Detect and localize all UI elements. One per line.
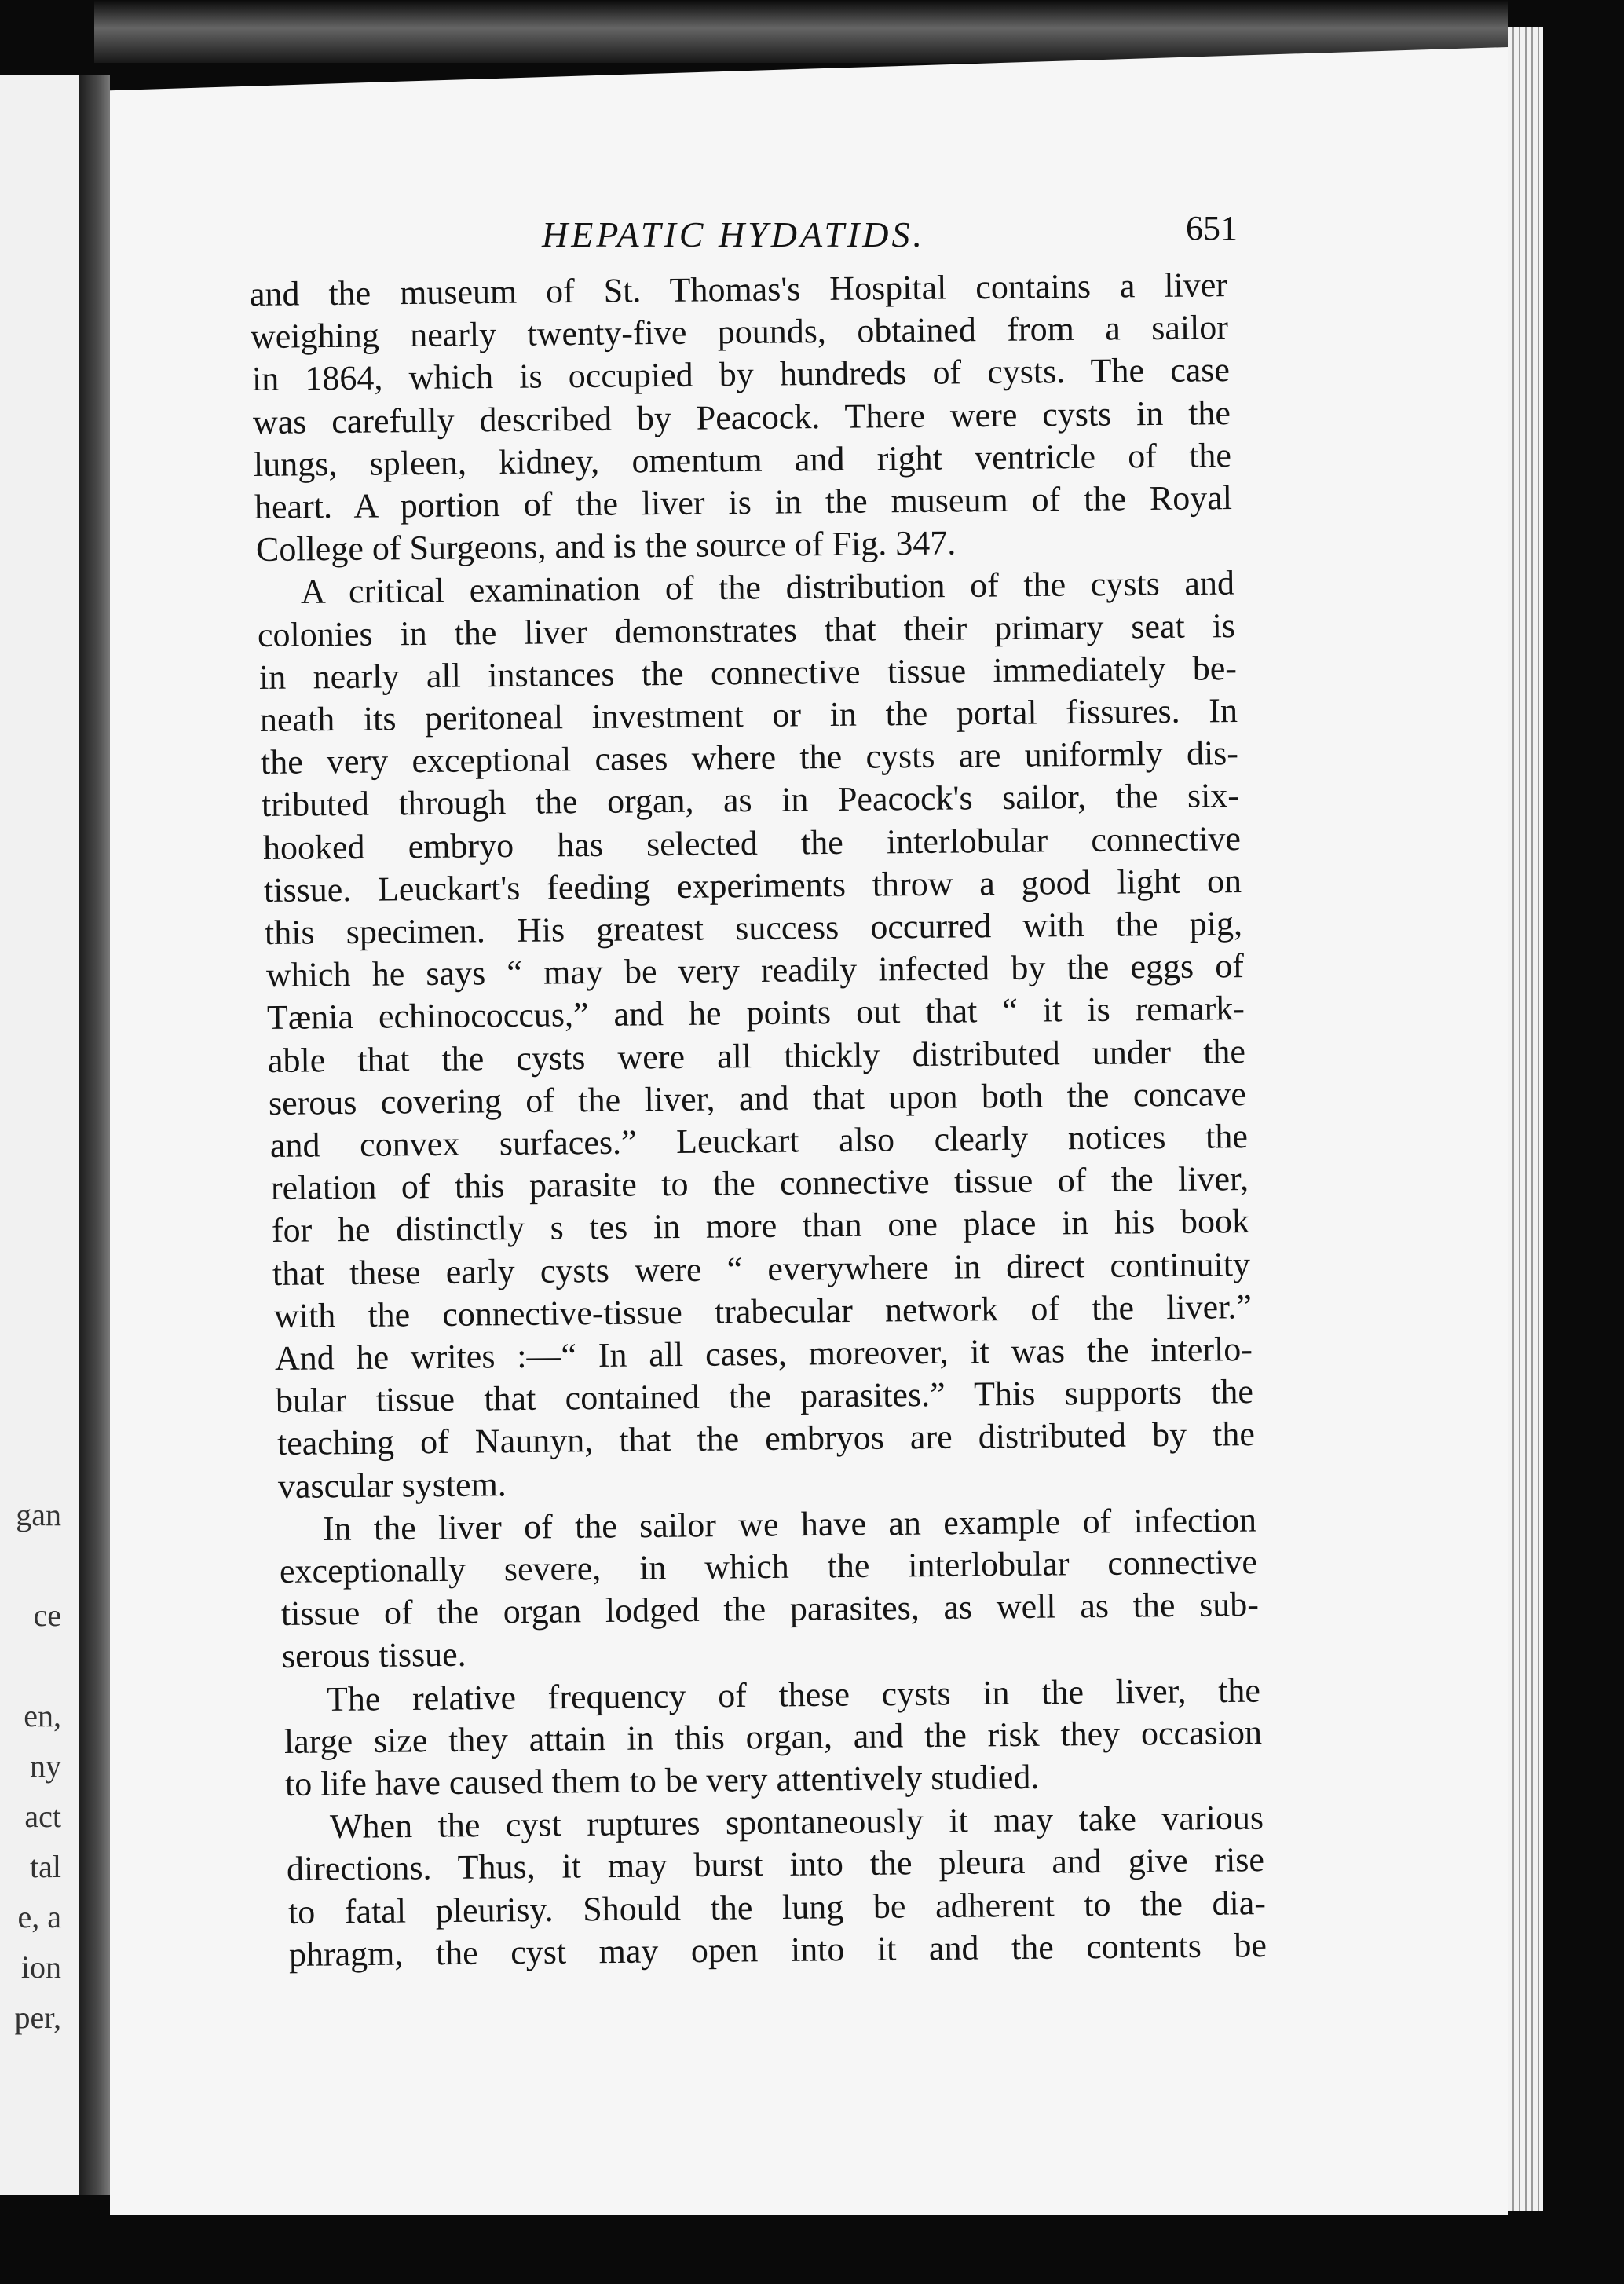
text-line: serous tissue. bbox=[281, 1635, 466, 1676]
text-line: phragm, the cyst may open into it and the contents be bbox=[288, 1925, 1267, 1974]
book-top-edge bbox=[94, 0, 1508, 63]
text-line: tissue. Leuckart's feeding experiments throw a good light on bbox=[263, 861, 1242, 910]
text-line: Tænia echinococcus,” and he points out that “ it is remark- bbox=[266, 989, 1245, 1038]
text-line: hooked embryo has selected the interlobular connective bbox=[262, 818, 1241, 867]
text-line: teaching of Naunyn, that the embryos are distributed by the bbox=[276, 1415, 1255, 1463]
text-line: When the cyst ruptures spontaneously it may take various bbox=[329, 1798, 1264, 1847]
text-line: this specimen. His greatest success occurred with the pig, bbox=[264, 904, 1243, 952]
text-line: was carefully described by Peacock. There were cysts in the bbox=[252, 393, 1231, 441]
text-line: directions. Thus, it may burst into the pleura and give rise bbox=[287, 1840, 1265, 1889]
text-line: The relative frequency of these cysts in the liver, the bbox=[327, 1671, 1261, 1718]
text-line: large size they attain in this organ, and the risk they occasion bbox=[283, 1712, 1262, 1761]
book-gutter bbox=[79, 75, 110, 2195]
page-stack-edge bbox=[1508, 27, 1543, 2211]
text-line: to fatal pleurisy. Should the lung be adherent to the dia- bbox=[287, 1883, 1266, 1931]
text-line: for he distinctly s tes in more than one place in his book bbox=[271, 1202, 1250, 1250]
margin-fragment: ion bbox=[20, 1949, 61, 1985]
margin-fragment: gan bbox=[16, 1497, 61, 1532]
margin-fragment: act bbox=[24, 1799, 61, 1834]
text-line: A critical examination of the distribution of the cysts and bbox=[300, 563, 1235, 612]
margin-fragment: e, a bbox=[17, 1899, 61, 1934]
text-line: bular tissue that contained the parasites.” This supports the bbox=[276, 1372, 1254, 1421]
text-line: to life have caused them to be very attentively studied. bbox=[284, 1757, 1040, 1803]
text-line: and the museum of St. Thomas's Hospital contains a liver bbox=[249, 265, 1228, 313]
text-line: tributed through the organ, as in Peacock's sailor, the six- bbox=[262, 776, 1240, 825]
running-head: HEPATIC HYDATIDS. bbox=[542, 214, 925, 254]
text-line: In the liver of the sailor we have an example of infection bbox=[322, 1500, 1257, 1548]
text-line: and convex surfaces.” Leuckart also clearly notices the bbox=[269, 1117, 1248, 1165]
text-line: serous covering of the liver, and that upon both the concave bbox=[269, 1074, 1247, 1122]
text-line: with the connective-tissue trabecular network of the liver.” bbox=[273, 1287, 1252, 1335]
margin-fragment: tal bbox=[30, 1849, 61, 1884]
text-line: which he says “ may be very readily infected by the eggs of bbox=[265, 946, 1244, 995]
page-number: 651 bbox=[1186, 209, 1238, 247]
text-line: exceptionally severe, in which the interlobular connective bbox=[280, 1543, 1258, 1590]
margin-fragment: en, bbox=[24, 1698, 61, 1733]
text-line: heart. A portion of the liver is in the museum of the Royal bbox=[254, 478, 1233, 526]
text-line: in 1864, which is occupied by hundreds of cysts. The case bbox=[251, 350, 1230, 399]
text-line: that these early cysts were “ everywhere in direct continuity bbox=[272, 1244, 1251, 1293]
text-line: weighing nearly twenty-five pounds, obtained from a sailor bbox=[251, 308, 1229, 357]
text-line: tissue of the organ lodged the parasites, as well as the sub- bbox=[280, 1585, 1259, 1634]
text-line: able that the cysts were all thickly distributed under the bbox=[267, 1031, 1246, 1080]
facing-page-fragment bbox=[0, 75, 79, 2195]
text-line: vascular system. bbox=[277, 1464, 507, 1506]
text-line: neath its peritoneal investment or in the portal fissures. In bbox=[259, 691, 1238, 739]
margin-fragment: per, bbox=[14, 2000, 61, 2035]
margin-fragment: ce bbox=[33, 1598, 61, 1633]
text-line: College of Surgeons, and is the source of Fig. 347. bbox=[255, 523, 956, 569]
margin-fragment: ny bbox=[30, 1748, 61, 1784]
text-line: the very exceptional cases where the cysts are uniformly dis- bbox=[260, 734, 1239, 782]
text-line: lungs, spleen, kidney, omentum and right ventricle of the bbox=[253, 435, 1232, 484]
text-line: in nearly all instances the connective tissue immediately be- bbox=[258, 648, 1237, 697]
text-line: colonies in the liver demonstrates that their primary seat is bbox=[258, 606, 1236, 654]
text-line: relation of this parasite to the connective tissue of the liver, bbox=[270, 1159, 1249, 1208]
text-line: And he writes :—“ In all cases, moreover, it was the interlo- bbox=[274, 1330, 1253, 1378]
